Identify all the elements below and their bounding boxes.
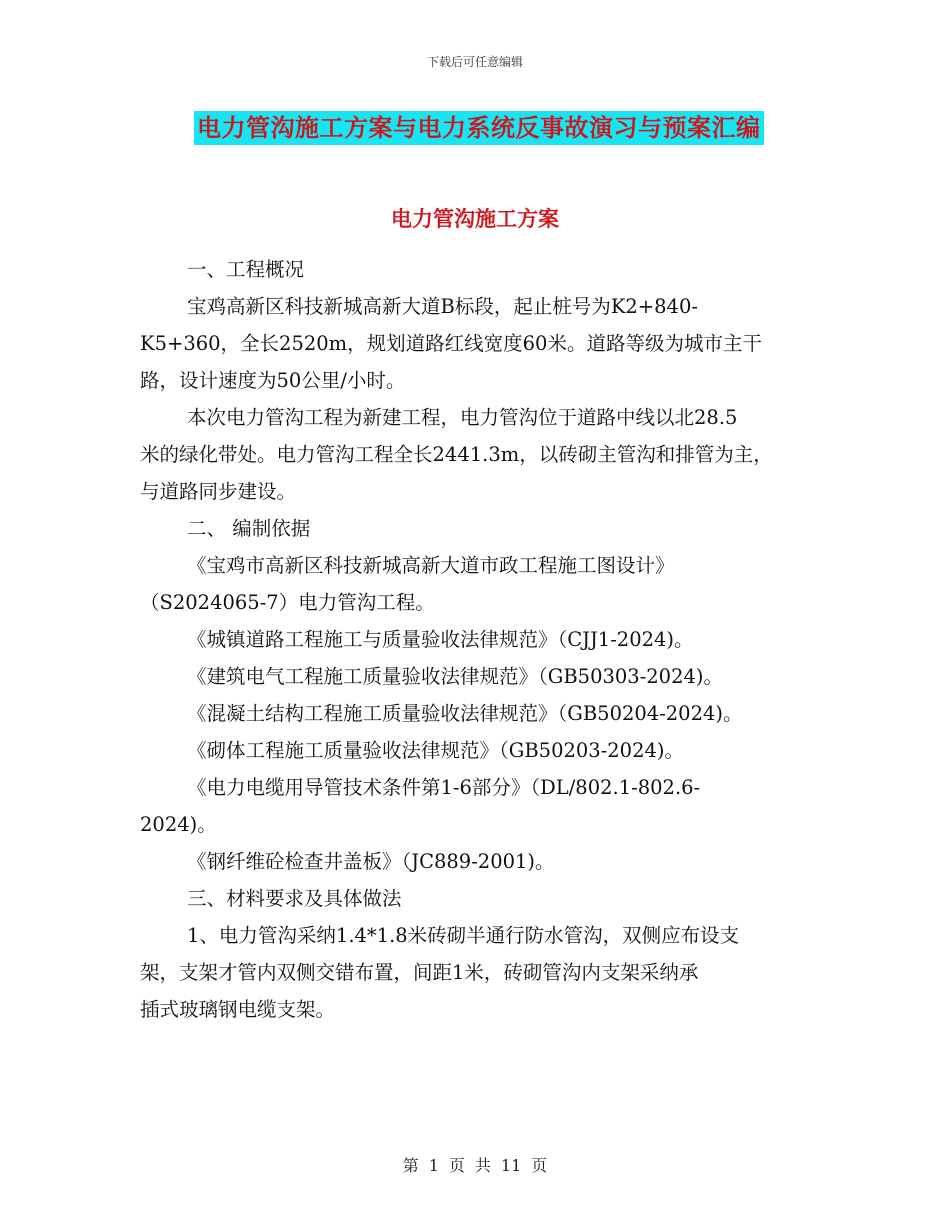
reference-item: 2024)。 xyxy=(140,813,217,836)
reference-item: 《钢纤维砼检查井盖板》（JC889-2001)。 xyxy=(187,850,555,873)
reference-item: 《电力电缆用导管技术条件第1-6部分》（DL/802.1-802.6- xyxy=(187,776,701,799)
page-footer xyxy=(0,1153,950,1176)
footer-total-word: 共 xyxy=(474,1156,491,1175)
heading-basis: 二、 编制依据 xyxy=(187,517,311,540)
footer-prefix: 第 xyxy=(402,1156,419,1175)
reference-item: （S2024065-7）电力管沟工程。 xyxy=(140,591,435,614)
heading-project-overview: 一、工程概况 xyxy=(187,258,305,281)
paragraph-line: 架，支架才管内双侧交错布置，间距1米，砖砌管沟内支架采纳承 xyxy=(140,961,699,984)
footer-suffix: 页 xyxy=(531,1156,548,1175)
total-pages: 11 xyxy=(500,1156,522,1175)
reference-item: 《城镇道路工程施工与质量验收法律规范》（CJJ1-2024)。 xyxy=(187,628,694,651)
reference-item: 《建筑电气工程施工质量验收法律规范》（GB50303-2024)。 xyxy=(187,665,724,688)
paragraph-line: 与道路同步建设。 xyxy=(140,480,297,503)
page-number: 1 xyxy=(428,1156,439,1175)
page-header: 下载后可任意编辑 xyxy=(426,55,523,69)
reference-item: 《混凝土结构工程施工质量验收法律规范》（GB50204-2024)。 xyxy=(187,702,743,725)
reference-item: 《砌体工程施工质量验收法律规范》（GB50203-2024)。 xyxy=(187,739,685,762)
paragraph-line: 路，设计速度为50公里/小时。 xyxy=(140,369,406,392)
document-title: 电力管沟施工方案与电力系统反事故演习与预案汇编 xyxy=(194,111,764,145)
paragraph-line: 插式玻璃钢电缆支架。 xyxy=(140,998,336,1021)
paragraph-line: 宝鸡高新区科技新城高新大道B标段，起止桩号为K2+840- xyxy=(187,295,698,318)
footer-page-word: 页 xyxy=(448,1156,465,1175)
reference-item: 《宝鸡市高新区科技新城高新大道市政工程施工图设计》 xyxy=(187,554,675,577)
heading-materials: 三、材料要求及具体做法 xyxy=(187,887,402,910)
paragraph-line: 1、电力管沟采纳1.4*1.8米砖砌半通行防水管沟，双侧应布设支 xyxy=(187,924,740,947)
paragraph-line: 本次电力管沟工程为新建工程，电力管沟位于道路中线以北28.5 xyxy=(187,406,738,429)
section-title: 电力管沟施工方案 xyxy=(391,206,559,231)
paragraph-line: K5+360，全长2520m，规划道路红线宽度60米。道路等级为城市主干 xyxy=(140,332,762,355)
paragraph-line: 米的绿化带处。电力管沟工程全长2441.3m，以砖砌主管沟和排管为主， xyxy=(140,443,773,466)
